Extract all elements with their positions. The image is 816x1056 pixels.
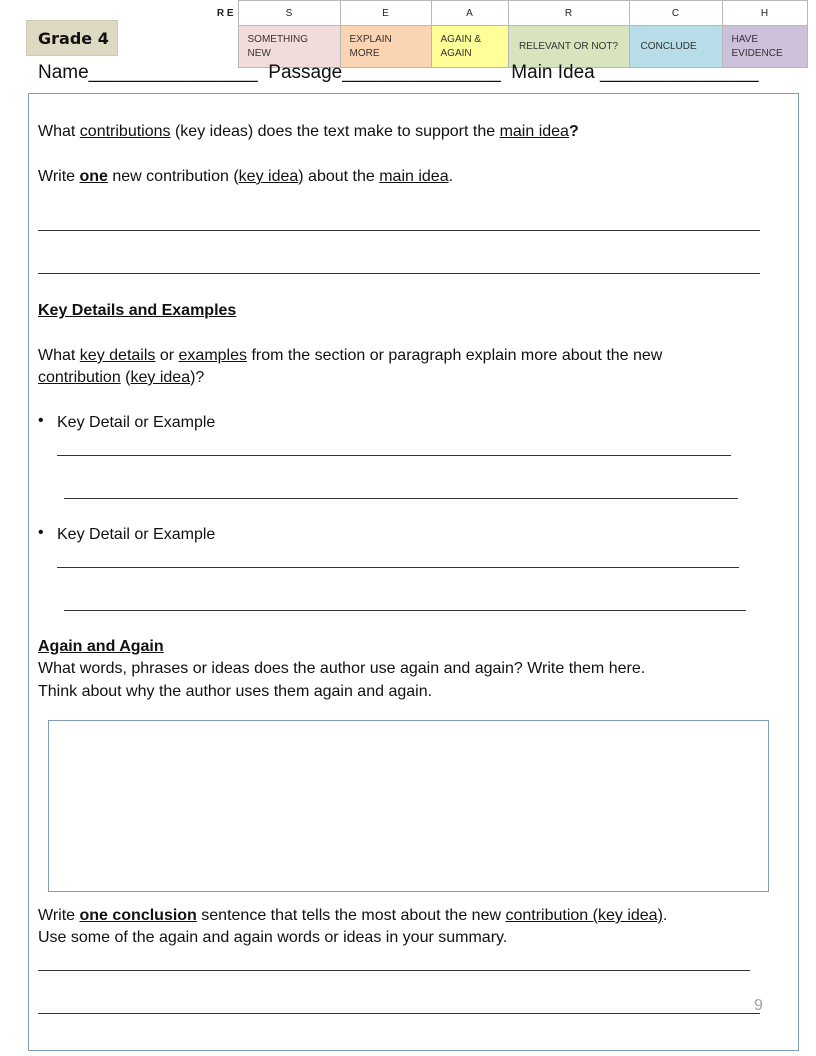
grade-badge: Grade 4	[26, 20, 118, 56]
key-details-question: What key details or examples from the section or paragraph explain more about the new	[38, 347, 663, 364]
again-answer-box[interactable]	[48, 720, 769, 892]
word-have-evidence: HAVE EVIDENCE	[722, 26, 807, 68]
conclusion-instruction: Write one conclusion sentence that tells the most about the new contribution (key idea).	[38, 907, 668, 924]
again-heading: Again and Again	[38, 638, 164, 655]
key-detail-answer-line[interactable]	[64, 610, 746, 611]
key-detail-label: Key Detail or Example	[57, 526, 216, 543]
conclusion-answer-line[interactable]	[38, 1013, 760, 1014]
contribution-answer-line[interactable]	[38, 273, 760, 274]
bullet: •	[38, 412, 44, 429]
letter-h: H	[722, 1, 807, 26]
re-label: R E	[216, 7, 234, 19]
key-details-heading: Key Details and Examples	[38, 302, 237, 319]
key-detail-answer-line[interactable]	[64, 498, 738, 499]
again-question: What words, phrases or ideas does the author use again and again? Write them here.	[38, 660, 646, 677]
search-strategy-table	[196, 0, 808, 68]
name-passage-mainidea-line[interactable]: Name________________ Passage_______________ Main Idea _______________	[38, 62, 759, 83]
key-details-question-cont: contribution (key idea)?	[38, 369, 205, 386]
letter-s: S	[238, 1, 340, 26]
conclusion-instruction-cont: Use some of the again and again words or ideas in your summary.	[38, 929, 508, 946]
key-detail-answer-line[interactable]	[57, 455, 731, 456]
conclusion-answer-line[interactable]	[38, 970, 750, 971]
letter-c: C	[629, 1, 722, 26]
word-explain-more: EXPLAIN MORE	[340, 26, 431, 68]
contribution-answer-line[interactable]	[38, 230, 760, 231]
word-conclude: CONCLUDE	[629, 26, 722, 68]
word-again-again: AGAIN & AGAIN	[431, 26, 508, 68]
letter-a: A	[431, 1, 508, 26]
letter-e: E	[340, 1, 431, 26]
contribution-instruction: Write one new contribution (key idea) about the main idea.	[38, 168, 454, 185]
bullet: •	[38, 524, 44, 541]
again-instruction: Think about why the author uses them again and again.	[38, 683, 433, 700]
key-detail-label: Key Detail or Example	[57, 414, 216, 431]
word-something-new: SOMETHING NEW	[238, 26, 340, 68]
word-relevant-or-not: RELEVANT OR NOT?	[508, 26, 629, 68]
letter-r: R	[508, 1, 629, 26]
page-number: 9	[754, 997, 763, 1014]
key-detail-answer-line[interactable]	[57, 567, 739, 568]
contributions-question: What contributions (key ideas) does the text make to support the main idea?	[38, 123, 579, 140]
